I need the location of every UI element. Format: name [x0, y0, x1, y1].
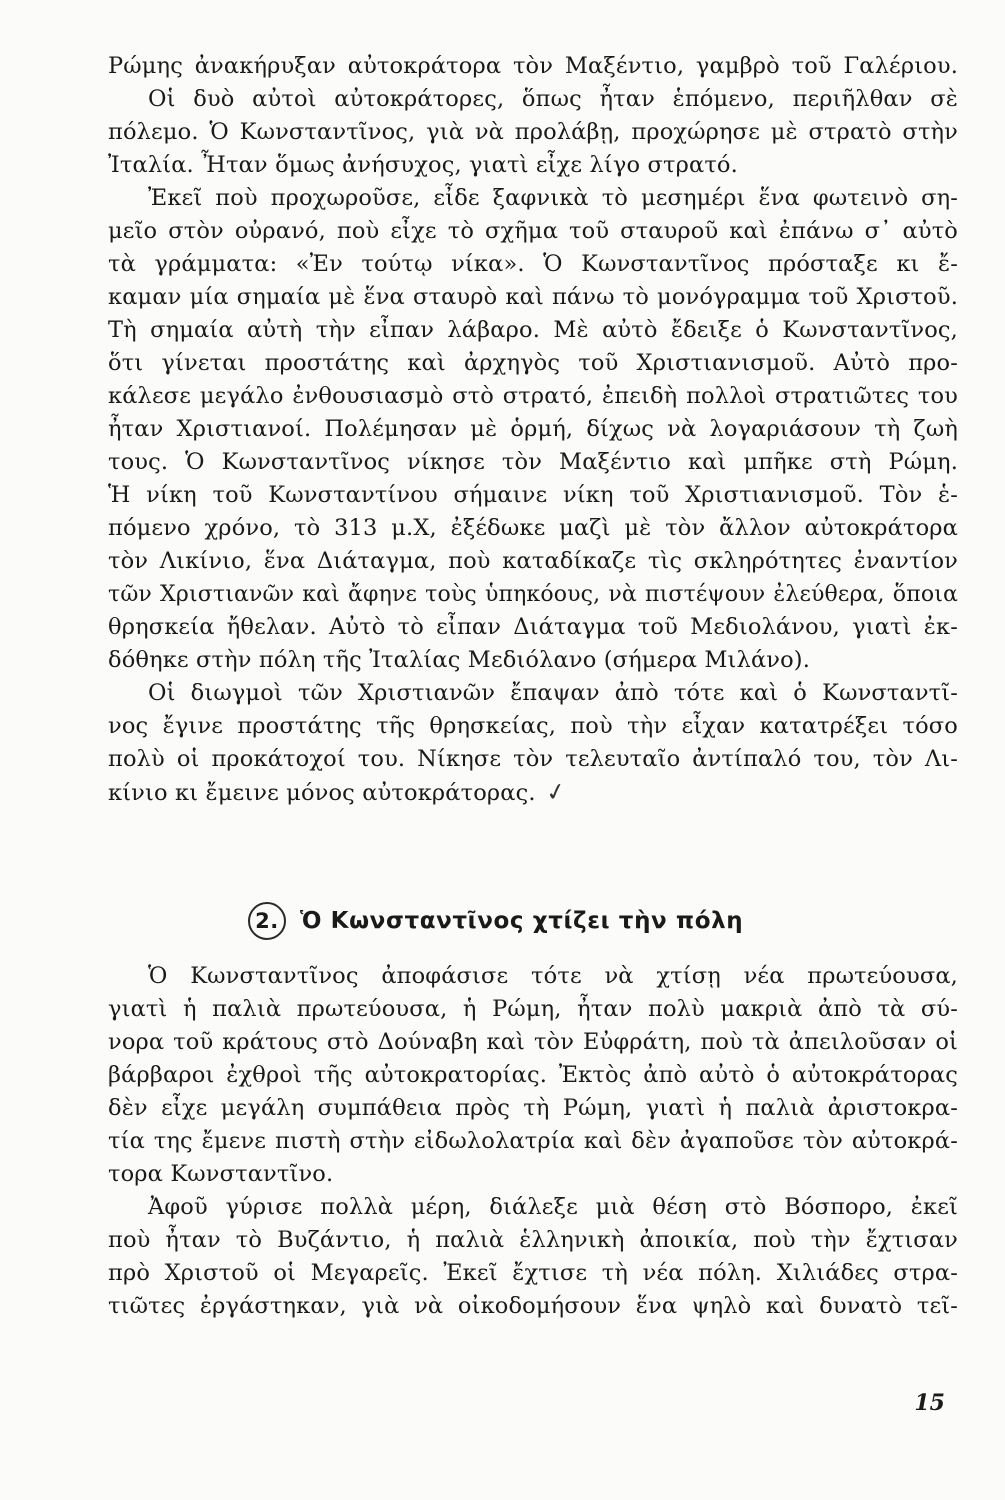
text-line: βάρβαροι ἐχθροὶ τῆς αὐτοκρατορίας. Ἐκτὸς ἀπὸ αὐτὸ ὁ αὐτοκράτορας	[108, 1062, 958, 1088]
text-line: νορα τοῦ κράτους στὸ Δούναβη καὶ τὸν Εὐφράτη, ποὺ τὰ ἀπειλοῦσαν οἱ	[108, 1029, 958, 1055]
paragraph-2	[108, 182, 958, 677]
text-line: τὸν Λικίνιο, ἕνα Διάταγμα, ποὺ καταδίκαζε τὶς σκληρότητες ἐναντίον	[108, 548, 958, 574]
text-line: δόθηκε στὴν πόλη τῆς Ἰταλίας Μεδιόλανο (σήμερα Μιλάνο).	[108, 647, 811, 673]
text-line: Ὁ Κωνσταντῖνος ἀποφάσισε τότε νὰ χτίσῃ νέα πρωτεύουσα,	[148, 963, 958, 989]
text-line: ἦταν Χριστιανοί. Πολέμησαν μὲ ὁρμή, δίχως νὰ λογαριάσουν τὴ ζωὴ	[108, 416, 958, 442]
text-line: ποὺ ἦταν τὸ Βυζάντιο, ἡ παλιὰ ἑλληνικὴ ἀποικία, ποὺ τὴν ἔχτισαν	[108, 1227, 958, 1253]
text-line: τῶν Χριστιανῶν καὶ ἄφηνε τοὺς ὑπηκόους, νὰ πιστέψουν ἐλεύθερα, ὅποια	[108, 582, 958, 607]
text-line: τὰ γράμματα: «Ἐν τούτῳ νίκα». Ὁ Κωνσταντῖνος πρόσταξε κι ἔ-	[108, 251, 958, 277]
section-heading	[248, 901, 743, 941]
page-number: 15	[914, 1390, 945, 1416]
text-line: καμαν μία σημαία μὲ ἕνα σταυρὸ καὶ πάνω τὸ μονόγραμμα τοῦ Χριστοῦ.	[108, 284, 958, 310]
paragraph-3	[108, 677, 958, 809]
text-line: τιῶτες ἐργάστηκαν, γιὰ νὰ οἰκοδομήσουν ἕνα ψηλὸ καὶ δυνατὸ τεῖ-	[108, 1293, 958, 1319]
text-line: Ἡ νίκη τοῦ Κωνσταντίνου σήμαινε νίκη τοῦ Χριστιανισμοῦ. Τὸν ἑ-	[108, 482, 958, 508]
text-line: μεῖο στὸν οὐρανό, ποὺ εἶχε τὸ σχῆμα τοῦ σταυροῦ καὶ ἐπάνω σ᾿ αὐτὸ	[108, 218, 958, 244]
text-line: τους. Ὁ Κωνσταντῖνος νίκησε τὸν Μαξέντιο καὶ μπῆκε στὴ Ρώμη.	[108, 449, 958, 475]
text-line: πόμενο χρόνο, τὸ 313 μ.Χ, ἐξέδωκε μαζὶ μὲ τὸν ἄλλον αὐτοκράτορα	[108, 515, 958, 541]
text-line: κίνιο κι ἔμεινε μόνος αὐτοκράτορας.	[108, 780, 536, 806]
text-line: δὲν εἶχε μεγάλη συμπάθεια πρὸς τὴ Ρώμη, γιατὶ ἡ παλιὰ ἀριστοκρα-	[108, 1095, 958, 1121]
text-line: νος ἔγινε προστάτης τῆς θρησκείας, ποὺ τὴν εἶχαν κατατρέξει τόσο	[108, 713, 958, 739]
paragraph-5	[108, 1191, 958, 1323]
text-line: πρὸ Χριστοῦ οἱ Μεγαρεῖς. Ἐκεῖ ἔχτισε τὴ νέα πόλη. Χιλιάδες στρα-	[108, 1260, 958, 1286]
check-mark-icon: ✓	[542, 776, 569, 808]
text-line: θρησκεία ἤθελαν. Αὐτὸ τὸ εἶπαν Διάταγμα τοῦ Μεδιολάνου, γιατὶ ἐκ-	[108, 614, 958, 640]
text-line: Οἱ διωγμοὶ τῶν Χριστιανῶν ἔπαψαν ἀπὸ τότε καὶ ὁ Κωνσταντῖ-	[148, 680, 958, 706]
text-line: γιατὶ ἡ παλιὰ πρωτεύουσα, ἡ Ρώμη, ἦταν πολὺ μακριὰ ἀπὸ τὰ σύ-	[108, 996, 958, 1022]
text-line: Οἱ δυὸ αὐτοὶ αὐτοκράτορες, ὅπως ἦταν ἑπόμενο, περιῆλθαν σὲ	[148, 86, 958, 112]
text-line: τορα Κωνσταντῖνο.	[108, 1161, 334, 1187]
text-line: ὅτι γίνεται προστάτης καὶ ἀρχηγὸς τοῦ Χριστιανισμοῦ. Αὐτὸ προ-	[108, 350, 958, 376]
text-block-bottom	[108, 960, 958, 1323]
text-line: Ρώμης ἀνακήρυξαν αὐτοκράτορα τὸν Μαξέντιο, γαμβρὸ τοῦ Γαλέριου.	[108, 53, 958, 79]
section-number: 2.	[248, 902, 286, 940]
text-line: Ἰταλία. Ἦταν ὅμως ἀνήσυχος, γιατὶ εἶχε λίγο στρατό.	[108, 152, 738, 178]
text-line: Τὴ σημαία αὐτὴ τὴν εἶπαν λάβαρο. Μὲ αὐτὸ ἔδειξε ὁ Κωνσταντῖνος,	[108, 317, 958, 343]
paragraph-1	[108, 50, 958, 182]
text-line: πόλεμο. Ὁ Κωνσταντῖνος, γιὰ νὰ προλάβῃ, προχώρησε μὲ στρατὸ στὴν	[108, 119, 958, 145]
text-line: τία της ἔμενε πιστὴ στὴν εἰδωλολατρία καὶ δὲν ἀγαποῦσε τὸν αὐτοκρά-	[108, 1128, 958, 1154]
section-title: Ὁ Κωνσταντῖνος χτίζει τὴν πόλη	[300, 908, 744, 934]
text-line: Ἀφοῦ γύρισε πολλὰ μέρη, διάλεξε μιὰ θέση στὸ Βόσπορο, ἐκεῖ	[148, 1194, 958, 1220]
text-line: κάλεσε μεγάλο ἐνθουσιασμὸ στὸ στρατό, ἐπειδὴ πολλοὶ στρατιῶτες του	[108, 383, 958, 409]
text-line-with-mark	[108, 776, 958, 809]
text-block-top	[108, 50, 958, 809]
paragraph-4	[108, 960, 958, 1191]
text-line: Ἐκεῖ ποὺ προχωροῦσε, εἶδε ξαφνικὰ τὸ μεσημέρι ἕνα φωτεινὸ ση-	[148, 185, 958, 211]
text-line: πολὺ οἱ προκάτοχοί του. Νίκησε τὸν τελευταῖο ἀντίπαλό του, τὸν Λι-	[108, 746, 958, 772]
